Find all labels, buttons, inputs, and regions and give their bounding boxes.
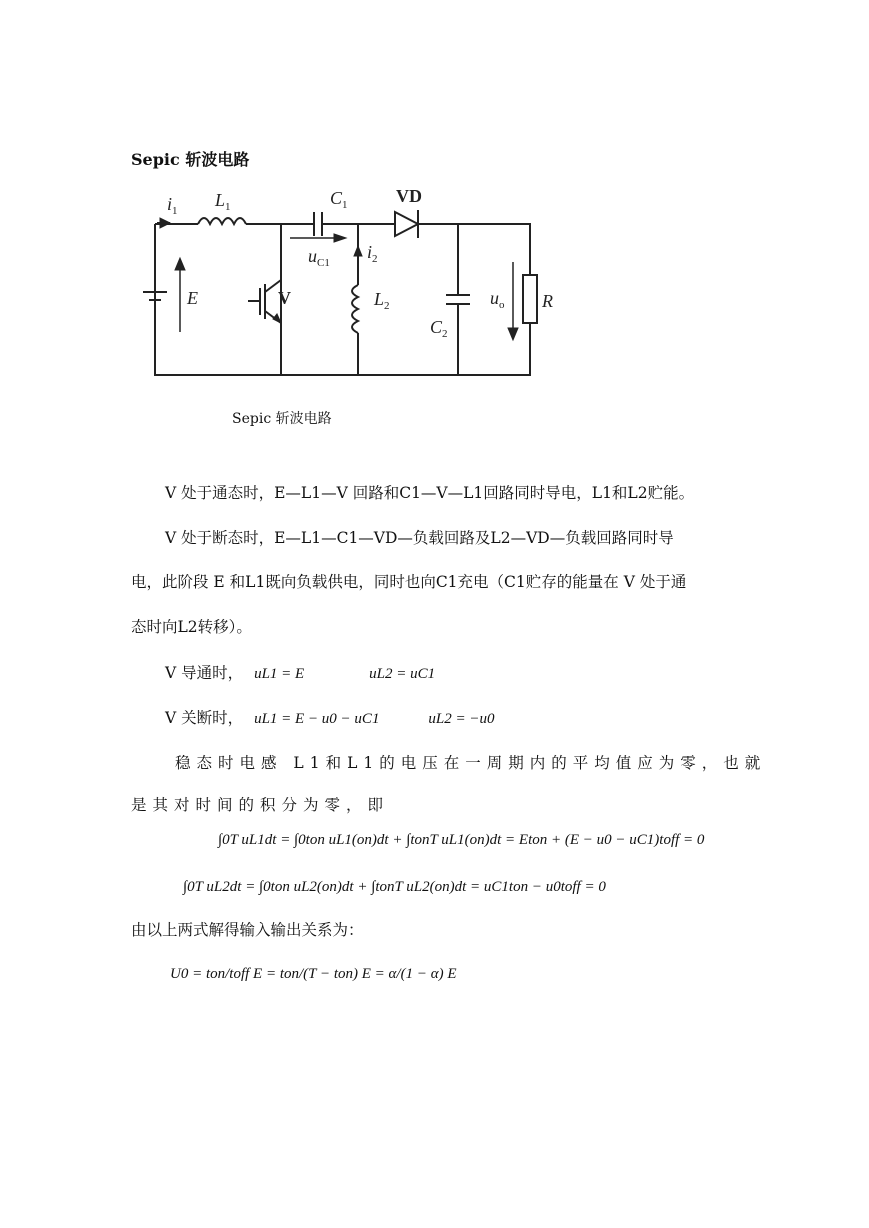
paragraph-result-intro: 由以上两式解得输入输出关系为：	[131, 921, 364, 939]
section-title: Sepic 斩波电路	[131, 150, 250, 169]
label-uo: u	[490, 288, 499, 308]
off-eq-ul1: uL1 = E − u0 − uC1	[254, 711, 380, 727]
svg-text:C1: $C_1$	[330, 188, 348, 211]
label-i1: i	[167, 194, 173, 214]
paragraph-steady-line1: 稳态时电感 L1和L1的电压在一周期内的平均值应为零，也就	[175, 754, 767, 772]
label-VD: VD	[396, 186, 422, 206]
label-E: E	[187, 288, 198, 308]
label-R: R	[542, 291, 553, 311]
figure-caption: Sepic 斩波电路	[232, 411, 332, 427]
paragraph-off-state-line2: 电，此阶段 E 和L1既向负载供电，同时也向C1充电（C1贮存的能量在 V 处于通	[131, 573, 687, 591]
svg-text:i1: $i_1$	[167, 194, 178, 217]
off-eq-ul2: uL2 = −u0	[428, 711, 495, 727]
sepic-circuit-diagram	[130, 180, 570, 385]
on-eq-ul1: uL1 = E	[254, 666, 305, 682]
label-uC1: u	[308, 246, 317, 266]
label-L1: L	[215, 190, 226, 210]
label-C1: C	[330, 188, 343, 208]
label-i2: i	[367, 242, 373, 262]
equation-integral-ul2: ∫0T uL2dt = ∫0ton uL2(on)dt + ∫tonT uL2(on)dt = uC1ton − u0toff = 0	[183, 879, 606, 895]
svg-text:L1: $L_1$	[215, 190, 231, 213]
label-C2: C	[430, 317, 443, 337]
svg-text:i2: $i_2$	[367, 242, 378, 265]
svg-text:uo: $u_o$	[490, 288, 505, 311]
svg-text:C2: $C_2$	[430, 317, 448, 340]
label-L2: L	[374, 289, 385, 309]
svg-text:uC1: $u_{C1}$	[308, 246, 330, 269]
on-eq-ul2: uL2 = uC1	[369, 666, 436, 682]
paragraph-off-state-line3: 态时向L2转移）。	[131, 618, 252, 636]
svg-text:L2: $L_2$	[374, 289, 390, 312]
on-relation-line	[165, 663, 435, 684]
equation-transfer-ratio: U0 = ton/toff E = ton/(T − ton) E = α/(1 − α) E	[170, 966, 457, 982]
paragraph-on-state: V 处于通态时，E—L1—V 回路和C1—V—L1回路同时导电，L1和L2贮能。	[165, 484, 695, 502]
paragraph-off-state-line1: V 处于断态时，E—L1—C1—VD—负载回路及L2—VD—负载回路同时导	[165, 529, 674, 547]
off-prefix: V 关断时，	[165, 709, 244, 727]
equation-integral-ul1: ∫0T uL1dt = ∫0ton uL1(on)dt + ∫tonT uL1(on)dt = Eton + (E − u0 − uC1)toff = 0	[218, 832, 705, 848]
off-relation-line	[165, 708, 494, 729]
paragraph-steady-line2: 是其对时间的积分为零，即	[131, 796, 390, 814]
on-prefix: V 导通时，	[165, 664, 244, 682]
label-V: V	[278, 288, 291, 308]
